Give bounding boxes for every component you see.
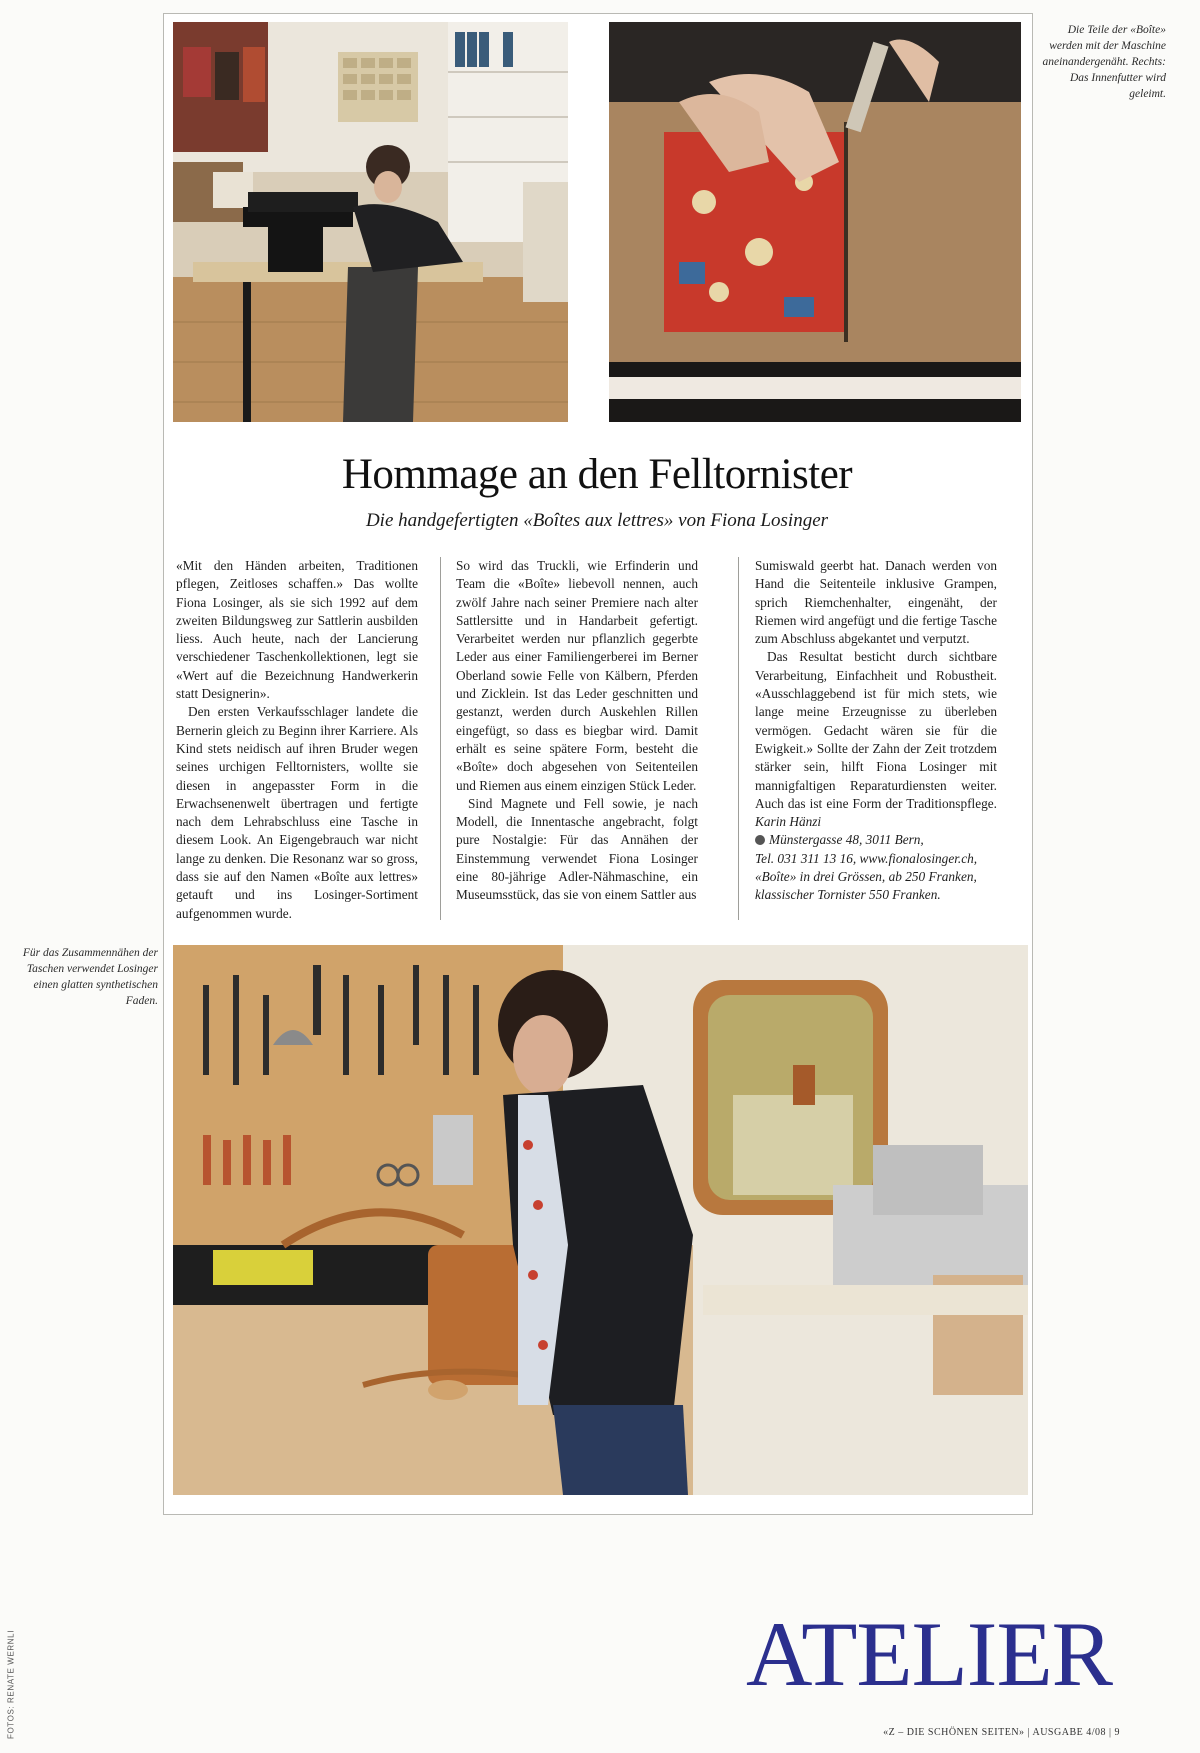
article-subtitle: Die handgefertigten «Boîtes aux lettres» von Fiona Losinger (365, 510, 829, 531)
author-name: Karin Hänzi (755, 814, 822, 830)
address-line: Münstergasse 48, 3011 Bern, (769, 832, 924, 848)
paragraph: Sumiswald geerbt hat. Danach werden von Hand die Seitenteile inklusive Grampen, sprich Riemchenhalter, eingenäht, der Riemen wird angefügt und die fertige Tasche zum Abschluss abgekantet und verputzt. (755, 558, 997, 647)
phone-web-line: Tel. 031 311 13 16, www.fionalosinger.ch, (755, 850, 978, 866)
lining-glue-photo (609, 22, 1021, 422)
paragraph: «Mit den Händen arbeiten, Traditionen pflegen, Zeitloses schaffen.» Das wollte Fiona Losinger, als sie sich 1992 auf dem zweiten Bildungsweg zur Sattlerin ausbilden liess. Auch heute, nach der Lancierung verschiedener Taschenkollektionen, legt sie «Wert auf die Bezeichnung Handwerkerin statt Designerin». (176, 558, 418, 702)
photo-credit: FOTOS: RENATE WERNLI (6, 1629, 16, 1740)
text-column-1 (176, 557, 418, 923)
workshop-sewing-photo (173, 22, 568, 422)
column-divider (440, 557, 441, 920)
photo-caption-left: Für das Zusammennähen der Taschen verwendet Losinger einen glatten synthetischen Faden. (22, 947, 158, 1007)
paragraph: Sind Magnete und Fell sowie, je nach Modell, die Innentasche angebracht, folgt pure Nostalgie: Für das Annähen der Einstemmung verwendet Fiona Losinger eine 80-jährige Adler-Nähmaschine, ein Museumsstück, das sie von einem Sattler aus (456, 795, 698, 903)
paragraph: So wird das Truckli, wie Erfinderin und Team die «Boîte» liebevoll nennen, auch zwölf Jahre nach seiner Premiere nach alter Sattlersitte und in Handarbeit gefertigt. Verarbeitet werden nur pflanzlich gegerbte Leder aus einer Familiengerberei im Berner Oberland sowie Felle von Kälbern, Pferden und Zicklein. Ist das Leder geschnitten und gestanzt, werden durch Auskehlen Rillen eingefügt, so dass es biegbar wird. Damit erhält es seine spätere Form, besteht die «Boîte» doch abgesehen von Seitenteilen und Riemen aus einem einzigen Stück Leder. (456, 558, 698, 793)
page-footer: «Z – DIE SCHÖNEN SEITEN» | AUSGABE 4/08 | 9 (883, 1727, 1120, 1738)
paragraph (755, 648, 997, 831)
paragraph: Den ersten Verkaufsschlager landete die Bernerin gleich zu Beginn ihrer Karriere. Als Kind stets neidisch auf ihren Bruder wegen seines urchigen Felltornisters, wollte sie diesen in angepasster Form in die Erwachsenenwelt übertragen und fertigte nach dem Lehrabschluss eine Tasche in diesem Look. An Eigengebrauch war nicht lange zu denken. Die Resonanz war so gross, dass sie auf den Namen «Boîte aux lettres» getauft und ins Losinger-Sortiment aufgenommen wurde. (176, 704, 418, 921)
artisan-workbench-photo (173, 945, 1028, 1495)
photo-caption-top: Die Teile der «Boîte» werden mit der Maschine aneinandergenäht. Rechts: Das Innenfutter wird geleimt. (1042, 24, 1166, 100)
article-headline: Hommage an den Felltornister (341, 451, 853, 498)
bullet-dot-icon (755, 835, 765, 845)
price-line-2: klassischer Tornister 550 Franken. (755, 887, 941, 903)
text-column-3 (755, 557, 997, 905)
section-title: ATELIER (745, 1603, 1112, 1705)
paragraph-text: Das Resultat besticht durch sichtbare Verarbeitung, Einfachheit und Robustheit. «Ausschlaggebend ist für mich stets, wie lange meine Erzeugnisse zu überleben vermögen. Gedacht wären sie für die Ewigkeit.» Sollte der Zahn der Zeit trotzdem stärker sein, hilft Fiona Losinger mit mannigfaltigen Reparaturdiensten weiter. Auch das ist eine Form der Traditionspflege. (755, 649, 997, 811)
text-column-2 (456, 557, 698, 905)
column-divider (738, 557, 739, 920)
price-line: «Boîte» in drei Grössen, ab 250 Franken, (755, 869, 977, 885)
contact-info (755, 831, 997, 904)
